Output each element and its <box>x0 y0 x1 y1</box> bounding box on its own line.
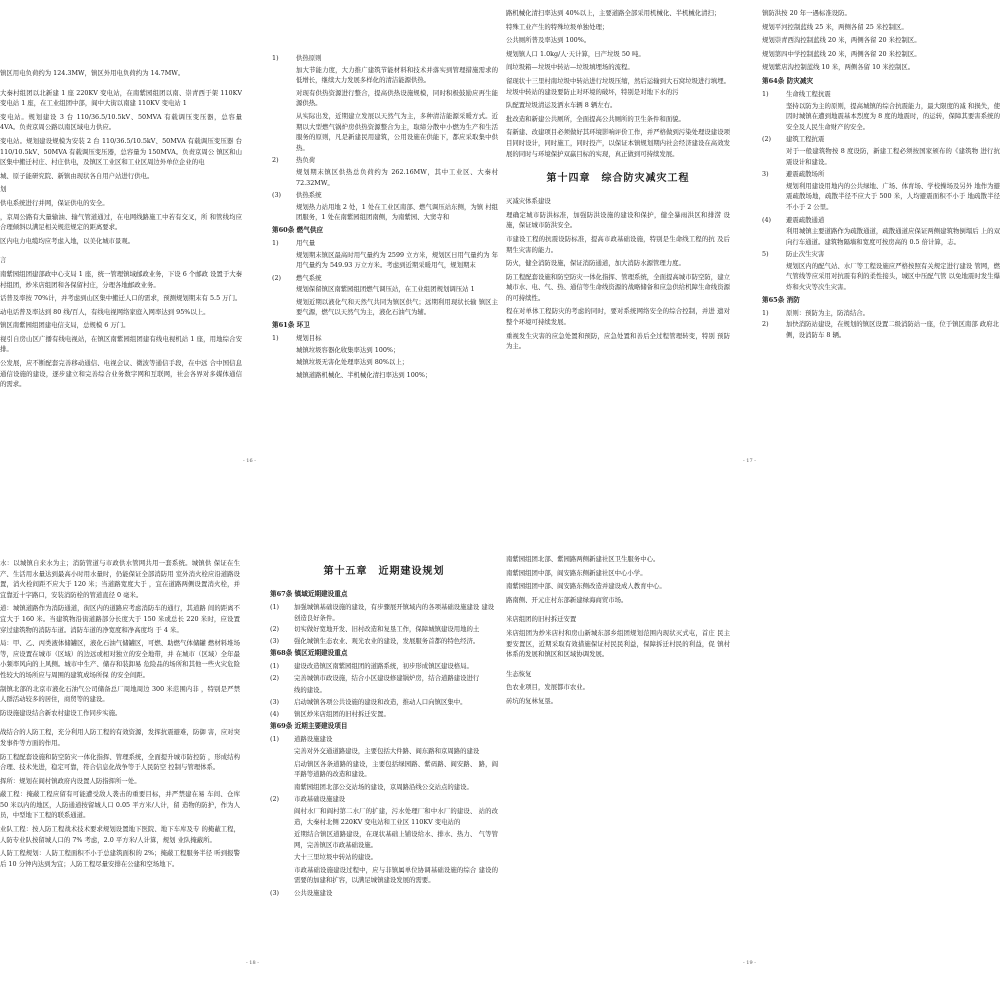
list-item <box>762 169 1000 180</box>
list-item <box>270 734 498 745</box>
list-item-number: (2) <box>762 135 772 144</box>
paragraph: 防火，健全消防设施，保证消防通道，加大消防水源管理力度。 <box>506 259 685 268</box>
list-item-text: 建筑工程抗震 <box>786 135 825 144</box>
paragraph: 供电系统进行并网，保证供电的安全。 <box>0 198 109 207</box>
list-item-number: 3) <box>762 170 769 179</box>
list-item-number: (2) <box>270 625 280 634</box>
paragraph: 制镇北部的北京市液化石油气公司储备总厂周地周边 300 米范围内非 ，特别是严禁人群活动较多的居住，商贸等的建设。 <box>0 684 240 704</box>
paragraph: 言 <box>0 256 7 265</box>
list-item <box>272 273 498 284</box>
paragraph: 市建设工程的抗震设防标准，提高市政基础设施，特别是生命线工程的抗 及后期生灾害的能力。 <box>506 234 730 254</box>
paragraph: 规划紫店沟控制蓝线 10 米，两侧各留 10 米控制区。 <box>762 63 915 72</box>
paragraph: 灭减灾体系建设 <box>506 197 551 206</box>
paragraph: 划 <box>0 185 7 194</box>
indented-paragraph: 规划热力站用地 2 处，1 处在工业区南部、燃气调压站东侧，为镇 村组团服务，1 处在南紫园组团南侧，为南紫园、大窦寺和 <box>296 202 498 222</box>
document-page-17 <box>502 0 1000 498</box>
list-item-number: 1) <box>272 54 279 62</box>
page-number: - 19 - <box>743 960 756 966</box>
paragraph: 蔽工程：掩蔽工程应留有可能遭受敌人袭击的重要目标，并严禁建在易 车间、仓库 50 米以内的地区，人防通道按留城人口 0.05 平方米/人计，留 造物的防护，作为人员，中型地下工程的联系通道。 <box>0 790 240 820</box>
list-item-text: 启动城镇各项公共设施的建设和改造，推动人口向镇区集中。 <box>294 698 467 707</box>
list-item <box>272 333 498 344</box>
list-item <box>270 673 498 684</box>
paragraph: 动电话普及率达到 80 线/百人，有线电视网络家庭入网率达到 95%以上。 <box>0 307 210 316</box>
paragraph: 道：城镇道路作为消防通道，街区内的道路应考虑消防车的通行，其道路 间的距离不宜大于 160 米。当建筑物沿街道路部分长度大于 150 米或总长 220 米时，应设置穿过建筑物的消防车道。消防车道的净宽度和净高度均 于 4 米。 <box>0 604 240 634</box>
paragraph: 南紫园组团中部，阎安路东侧新建社区中心小学。 <box>506 568 647 577</box>
paragraph: 规划镇人口 1.0kg/人·天计算，日产垃圾 50 吨。 <box>506 49 645 58</box>
list-item <box>762 308 1000 319</box>
paragraph: 镇区南紫园组团建电信支局，总规模 6 万门。 <box>0 321 130 330</box>
list-item-number: (4) <box>270 709 280 718</box>
indented-paragraph: 阎村水厂和阎村第二水厂的扩建，污水处理厂和中水厂的建设、 站的改造，大秦村北侧 220KV 变电站和工业区 110KV 变电站的 <box>294 806 498 826</box>
indented-paragraph: 大十三里垃圾中转站的建设。 <box>294 853 378 862</box>
list-item-text: 公共设施建设 <box>294 889 333 898</box>
list-item-text: 规划目标 <box>296 334 322 343</box>
paragraph: 局：甲、乙、丙类液体储罐区，液化石油气储罐区，可燃、助燃气体储罐 燃材料堆场等，应设置在城市（区域）的边远或相对独立的安全地带，并 在城市（区域）全年最小频率风向的上风侧。城市中生产、储存和装卸易 危险品的场所和其他一些火灾危险性较大的场所应与周围的建筑成场所保 的安全间距。 <box>0 639 240 679</box>
paragraph: 批改造和新建公共厕所，全面提高公共厕所的卫生条件和面貌。 <box>506 114 685 123</box>
paragraph: 变电站。规划建设规模为安装 2 台 110/36.5/10.5kV、50MVA 有载调压变压器 台 110/10.5kV、50MVA 有载调压变压器，总容量为 150MVA。负责京周公 镇区和山区集中搬迁村庄、村庄供电，及镇区工业区和工业区周边外单位企业的电 <box>0 136 242 167</box>
indented-paragraph: 城镇垃圾容器化收集率达到 100%； <box>296 345 400 354</box>
document-page-19 <box>502 502 1000 1000</box>
list-item-text: 防止次生灾害 <box>786 250 825 259</box>
page-18-left-column <box>0 502 240 1000</box>
list-item-number: (3) <box>270 889 280 898</box>
list-item-number: 1) <box>272 238 279 247</box>
indented-paragraph: 坚持以防为主的原则，提高城镇的综合抗震能力，最大限度的减 和损失，使因时城镇在遭到地震基本烈度为 8 度的地震时，的运转，保障其要害系统的安全及人民生命财产的安全。 <box>786 101 1000 131</box>
paragraph: 城、原子能研究院、新镇由现状各自用户站进行供电。 <box>0 171 154 180</box>
paragraph: 视引自房山区广播有线电视站，在镇区南紫园组团建有线电视机站 1 座，用地综合安排。 <box>0 334 242 354</box>
indented-paragraph: 从实际出发，近期建立发展以天然气为主，多种清洁能源采暖方式。近期以大型燃气锅炉房供热资源整合为主，取缔分散中小燃为生产和生活服务的原则，凡是新建民用建筑，公用设施在供能下，都应采取集中供热。 <box>296 111 498 152</box>
list-item-text: 加快消防站建设，在规划的镇区设置二级消防站一座，位于镇区南部 政府北侧，设消防车 8 辆。 <box>786 320 999 339</box>
list-item-number: 1) <box>272 334 279 343</box>
list-item-text: 原则：预防为主，防消结合。 <box>786 308 870 317</box>
list-item-number: 5) <box>762 250 769 259</box>
list-item-number: (2) <box>272 273 282 282</box>
list-item <box>272 155 498 166</box>
list-item-text: 完善城镇市政设施，结合小区建设修建锅炉房，结合道路建设进行 <box>294 673 480 682</box>
list-item-number: (2) <box>270 673 280 682</box>
list-item-text: 供热原则 <box>296 54 322 62</box>
list-item-number: (3) <box>272 191 282 200</box>
list-item-number: (3) <box>270 698 280 707</box>
list-item-text: 市政基础设施建设 <box>294 795 346 804</box>
indented-paragraph: 市政基础设施建设过程中，应与非镇属单位协调基础设施的综合 建设的需要的加建和扩容，以满足城镇建设发展的需要。 <box>294 865 498 885</box>
paragraph: 业队工程：按人防工程战术技术要求规划设置地下医院、地下车库及专 的掩蔽工程，人防专业队按留城人口的 7% 考虑，2.0 平方米/人计算，规划 业队掩蔽所。 <box>0 825 240 844</box>
document-page-18 <box>0 502 498 1000</box>
list-item-number: (3) <box>270 636 280 645</box>
indented-paragraph: 城镇道路机械化、半机械化清扫率达到 100%； <box>296 370 432 379</box>
paragraph: 话普及率按 70%计，并考虑到山区集中搬迁人口的需求，预测规划期末有 5.5 万门。 <box>0 294 242 303</box>
paragraph: 镇防洪按 20 年一遇标准设防。 <box>762 9 851 17</box>
paragraph: 南紫园组团北部、紫园路两侧新建社区卫生服务中心。 <box>506 555 660 563</box>
indented-paragraph: 完善对外交通道路建设，主要包括大件路、阎东路和京周路的建设 <box>294 746 480 755</box>
paragraph: 有新建、改建项目必须做好其环境影响评价工作，并严格做到污染处理设建设项目同时设计，同时施工，同时投产，以保证本镇规划期内社会经济建设在高效发展的同时与环境保护双赢目标的实现，真正做到可持续发展。 <box>506 128 730 158</box>
paragraph: 人防工程规划：人防工程面积不小于总建筑面积的 2%；掩蔽工程服务半径 听到报警后 10 分钟内达到为宜；人防工程尽量安排在公建和空场地下。 <box>0 849 240 868</box>
list-item-text: 镇区炒米店组团的旧村拆迁安置。 <box>294 709 390 718</box>
indented-paragraph: 规划近期以液化气和天然气共同为镇区供气；远期利用现状长输 镇区主要气源，燃气以天然气为主，液化石油气为辅。 <box>296 297 498 317</box>
indented-paragraph: 规划保留镇区南紫园组团燃气调压站，在工业组团规划调压站 1 <box>296 285 475 294</box>
indented-paragraph: 加大节能力度，大力推广建筑节能材料和技术并落实到管理措施需求的低增长，继续大力发展多样化的清洁能源供热。 <box>296 65 498 85</box>
page-17-left-column <box>506 0 730 498</box>
list-item-number: 2) <box>762 320 769 329</box>
paragraph: 程在对单体工程防灾的考虑的同时，要对系统网络安全的综合控制，并进 遗对整个环境可持续发展。 <box>506 307 730 327</box>
list-item <box>270 602 498 623</box>
indented-paragraph: 南紫园组团北部公交站场的建设，京周路沿线公交站点的建设。 <box>294 782 473 791</box>
list-item-text: 避震疏散通道 <box>786 215 825 224</box>
indented-paragraph: 城镇垃圾无害化处理率达到 80%以上； <box>296 358 409 367</box>
paragraph: 色农业项目，发展都市农业。 <box>506 683 590 692</box>
chapter-title: 第十四章 综合防灾减灾工程 <box>546 173 690 185</box>
list-item-number: 2) <box>272 156 279 165</box>
article-heading: 第65条 消防 <box>762 295 800 304</box>
page-18-right-column <box>270 502 498 1000</box>
list-item-text: 切实做好宽地开发、旧村改造和复垦工作，保障城镇建设用地的土 <box>294 625 480 634</box>
list-item-number: 1) <box>762 89 769 98</box>
list-item-number: (4) <box>762 215 772 224</box>
article-heading: 第69条 近期主要建设项目 <box>270 722 348 731</box>
list-item-text: 建设改造镇区南紫园组团的道路系统，初步形成镇区建设格局。 <box>294 662 473 671</box>
list-item-number: 1) <box>762 308 769 317</box>
paragraph: 路机械化清扫率达到 40%以上，主要道路全部采用机械化、半机械化清扫； <box>506 9 721 17</box>
indented-paragraph: 规划利用建设用地内的公共绿地、广场、体育场、学校操场及另外 地作为避震疏散场地，疏散半径不应大于 500 米，人均避震面积不小于 地疏散半径不小于 2 公里。 <box>786 181 1000 211</box>
page-16-left-column <box>0 0 242 498</box>
paragraph: 生态恢复 <box>506 669 532 678</box>
list-item <box>762 215 1000 226</box>
list-item-text: 道路设施建设 <box>294 735 333 744</box>
article-heading: 第60条 燃气供应 <box>272 225 324 234</box>
page-17-right-column <box>762 0 1000 498</box>
paragraph: 留现状十三里村南垃圾中转站进行垃圾压缩，然后运输到大石窝垃圾进行填埋。垃圾中转站的建设要防止对环境的破坏，特别是对地下水的污 <box>506 76 730 96</box>
list-item <box>762 89 1000 100</box>
paragraph: 米店组团为炒米店村和房山新城东部乡组团规划范围内现状灭式屯，首庄 民主要安置区，近期采取有效措施保证村民民利益，保障拆迁村民的利益，促 镇村体系的发展和镇区和区域协调发展。 <box>506 628 730 659</box>
article-heading: 第68条 镇区近期建设重点 <box>270 649 348 658</box>
paragraph: 重视发生灾害的应急处置和预防，应急处置和善后全过程管理转变，特别 预防为主。 <box>506 331 730 351</box>
indented-paragraph: 对现有供热资源进行整合，提高供热设施规模，同时积极鼓励应再生能源供热。 <box>296 88 498 108</box>
paragraph: 区内电力电缆均应考虑入地，以美化城市景观。 <box>0 236 135 245</box>
chapter-title: 第十五章 近期建设规划 <box>323 566 445 577</box>
list-item-text: 用气量 <box>296 238 316 247</box>
paragraph: 防工程配套设施和防空防灾一体化指挥、管理系统，全面提升城市防控防 ，形成结构合理、技术先进，稳定可靠，符合信息化战争等于人民防空 控制与管理体系。 <box>0 752 240 772</box>
list-item-number: (1) <box>270 662 280 671</box>
list-item-text: 供热系统 <box>296 191 322 200</box>
page-number: - 17 - <box>743 458 756 464</box>
indented-paragraph: 线的建设。 <box>294 685 326 694</box>
list-item <box>270 794 498 805</box>
list-item-number: (1) <box>270 735 280 744</box>
list-item <box>270 636 498 647</box>
indented-paragraph: 近期结合镇区道路建设，在现状基础上铺设给水、排水、热力、 气等管网，完善镇区市政基础设施。 <box>294 830 498 849</box>
page-19-left-column <box>506 502 730 1000</box>
paragraph: 特殊工业产生的特殊垃圾单独处理； <box>506 22 609 31</box>
indented-paragraph: 规划区内的配气站、水厂等工程设施应严格按照有关规定进行建设 管网，燃气管线等应采用对抗震有利的柔性接头，城区中压配气管 以免地震时发生爆炸和火灾等次生灾害。 <box>786 261 1000 292</box>
indented-paragraph: 启动镇区各条道路的建设，主要包括绿园路、紫码路、阎安路、 路，阎平路等道路的改造和建设。 <box>294 759 498 779</box>
list-item-text: 避震疏散场所 <box>786 170 825 179</box>
indented-paragraph: 对于一般建筑物按 8 度设防，新建工程必须按国家颁布的《建筑物 进行抗震设计和建设。 <box>786 146 1000 166</box>
indented-paragraph: 利用城镇主要道路作为疏散通道，疏散通道应保证两侧建筑物倒塌后 上的双向行车通道。建筑物隔墙和宽度可按房高的 0.5 倍计算，志。 <box>786 227 1000 246</box>
list-item <box>270 888 498 899</box>
paragraph: 路南侧、开元庄村东部新建绿海商贸市场。 <box>506 595 628 604</box>
list-item-text: 热负荷 <box>296 156 316 165</box>
paragraph: 南紫园组团建部政中心支局 1 座，统一管理镇域邮政业务，下设 6 个邮政 设置于大秦村组团，炒米店组团和各保留村庄，分理各地邮政业务。 <box>0 269 242 289</box>
list-item <box>762 134 1000 145</box>
paragraph: 镇区用电负荷约为 124.3MW，镇区外用电负荷约为 14.7MW。 <box>0 69 185 77</box>
paragraph: 防设施建设结合新农村建设工作同步实施。 <box>0 708 122 717</box>
list-item <box>272 190 498 201</box>
list-item <box>272 53 498 64</box>
paragraph: 大秦村组团以北新建 1 座 220KV 变电站，在南紫园组团以南、崇青西于架 110KV 变电站 1 座，在工业组团中部，阎中大街以南建 110KV 变电站 1 <box>0 88 242 108</box>
paragraph: 米店组团的旧村拆迁安置 <box>506 615 577 624</box>
paragraph: 挥所：规划在阎村镇政府内设置人防指挥所一处。 <box>0 776 141 785</box>
paragraph: 公共厕所普及率达到 100%。 <box>506 36 591 45</box>
paragraph: 水：以城镇自来水为主；消防管道与市政供水管网共用一套系统。城镇供 保证在生产、生活用水量达到最高小时用水量时，仍能保证全部消防用 室外消火栓应沿道路设置，消火栓间距不应大于 120 米；当道路宽度大于 ，宜在道路两侧设置消火栓，并宜靠近十字路口，安装消防栓的管道直径 0 毫米。 <box>0 559 240 599</box>
article-heading: 第64条 防灾减灾 <box>762 76 814 85</box>
page-number: - 16 - <box>243 458 256 464</box>
paragraph: 公发展，应不断配套完善移动通信、电视会议、微波等通信手段，在中远 合中国信息通信设施的建设，逐步建立和完善综合业务数字网和互联网，社会各界对多媒体通信的需求。 <box>0 359 242 389</box>
list-item-number: (1) <box>270 603 280 611</box>
paragraph: 间垃圾箱—垃圾中转站—垃圾填埋场的流程。 <box>506 63 634 72</box>
indented-paragraph: 规划期末镇区最高时用气量约为 2599 立方米，规划区日用气量约为 年用气量约为 549.93 万立方米。考虑到近期采暖用气，规划期末 <box>296 250 498 270</box>
list-item-text: 生命线工程抗震 <box>786 89 831 98</box>
page-19-right-column <box>762 502 1000 1000</box>
list-item <box>270 709 498 720</box>
paragraph: ，京周公路有大量输油、输气管道通过，在电网线路施工中若有交叉，所 和管线均应合理倾斜以满足相关规范规定的距离要求。 <box>0 212 242 232</box>
paragraph: 理确定城市防洪标准，加强防洪设施的建设和保护，健全暴雨洪区和排涝 设施，保证城市防洪安全。 <box>506 210 730 230</box>
list-item-text: 加强城镇基础设施的建设，有步骤展开镇域内的各项基础设施建设 建设创造良好条件。 <box>294 603 495 622</box>
list-item <box>270 624 498 635</box>
document-page-16 <box>0 0 498 498</box>
list-item <box>762 249 1000 260</box>
paragraph: 战结合的人防工程，充分利用人防工程的有效资源，发挥抗震避难，防御 害，应对突发事件等方面的作用。 <box>0 728 240 747</box>
list-item-text: 强化城镇生态农业、观光农业的建设，发展服务首都的特色经济。 <box>294 636 480 645</box>
paragraph: 规划第四中学控制蓝线 20 米，两侧各留 20 米控制区。 <box>762 49 921 58</box>
paragraph: 变电站。规划建设 3 台 110/36.5/10.5kV、50MVA 有载调压变压器，总容量 4VA。负责京周公路以南区域电力供应。 <box>0 112 242 132</box>
list-item-number: (2) <box>270 795 280 804</box>
list-item <box>762 319 1000 340</box>
page-16-right-column <box>272 0 498 498</box>
paragraph: 队配置垃圾清运及洒水车辆 8 辆左右。 <box>506 101 617 110</box>
article-heading: 第61条 环卫 <box>272 321 310 330</box>
paragraph: 砖坑的复林复垦。 <box>506 696 558 705</box>
list-item <box>272 238 498 249</box>
article-heading: 第67条 镇域近期建设重点 <box>270 590 348 598</box>
paragraph: 规划崇青西沟控制蓝线 20 米，两侧各留 20 米控制区。 <box>762 36 921 45</box>
page-number: - 18 - <box>246 960 259 966</box>
indented-paragraph: 规划期末镇区供热总负荷约为 262.16MW，其中工业区、大秦村 72.32MW。 <box>296 167 498 187</box>
paragraph: 南紫园组团中部、阎安路东侧改造并建设成人教育中心。 <box>506 582 666 591</box>
list-item <box>270 697 498 708</box>
paragraph: 防工程配套设施和防空防灾一体化指挥、管理系统，全面提高城市防空防，建立城市水、电、气、热、通信等生命线资源的战略储备和应急供给机障生命线资源的可持续性。 <box>506 272 730 302</box>
list-item-text: 燃气系统 <box>296 273 322 282</box>
list-item <box>270 661 498 672</box>
paragraph: 规划平河控制蓝线 25 米，两侧各留 25 米控制区。 <box>762 22 908 31</box>
